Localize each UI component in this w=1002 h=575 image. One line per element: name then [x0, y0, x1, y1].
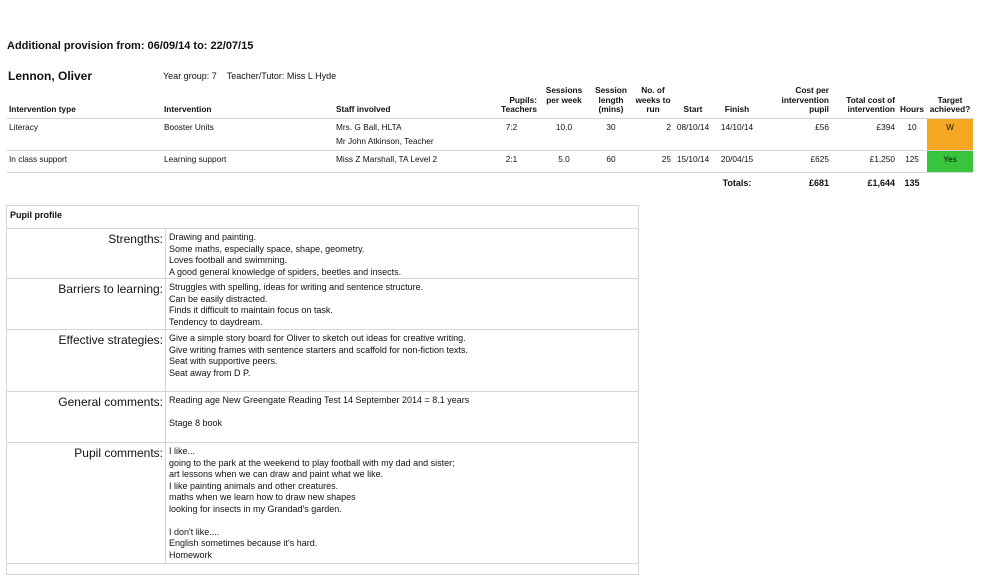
cell-start: 08/10/14 — [673, 118, 713, 150]
cell-cost-pupil: £625 — [761, 150, 831, 172]
cell-finish: 14/10/14 — [713, 118, 761, 150]
header-length: Session length (mins) — [589, 86, 633, 118]
profile-row-strengths — [7, 229, 638, 279]
profile-line: I like... — [169, 446, 196, 456]
profile-line: art lessons when we can draw and paint what we like. — [169, 469, 384, 479]
profile-label: Strengths: — [13, 229, 166, 278]
header-hours: Hours — [897, 86, 927, 118]
profile-line: Seat with supportive peers. — [169, 356, 278, 366]
target-badge: W — [927, 118, 973, 150]
provision-table — [7, 86, 973, 194]
header-weeks: No. of weeks to run — [633, 86, 673, 118]
cell-length: 60 — [589, 150, 633, 172]
cell-staff — [334, 118, 484, 150]
profile-title: Pupil profile — [7, 206, 638, 229]
profile-label: Barriers to learning: — [13, 279, 166, 329]
pupil-profile — [6, 205, 639, 575]
totals-row — [7, 172, 973, 194]
target-badge: Yes — [927, 150, 973, 172]
profile-line: maths when we learn how to draw new shapes — [169, 492, 356, 502]
profile-line: Struggles with spelling, ideas for writing and sentence structure. — [169, 282, 424, 292]
cell-intervention: Booster Units — [162, 118, 334, 150]
profile-content — [166, 443, 638, 563]
profile-label: General comments: — [13, 392, 166, 442]
document-title: Additional provision from: 06/09/14 to: 22/07/15 — [7, 40, 254, 52]
pupil-name: Lennon, Oliver — [8, 69, 93, 83]
cell-length: 30 — [589, 118, 633, 150]
profile-line: Homework — [169, 549, 213, 560]
profile-line: Tendency to daydream. — [169, 316, 263, 327]
teacher-tutor: Teacher/Tutor: Miss L Hyde — [226, 71, 337, 81]
cell-ratio: 7:2 — [484, 118, 539, 150]
profile-label: Effective strategies: — [13, 330, 166, 391]
header-intervention-type: Intervention type — [7, 86, 162, 118]
profile-line: English sometimes because it's hard. — [169, 538, 318, 548]
profile-line: Loves football and swimming. — [169, 255, 288, 265]
profile-row-pupil-comments — [7, 443, 638, 564]
totals-hours: 135 — [904, 177, 920, 188]
profile-line: going to the park at the weekend to play football with my dad and sister; — [169, 457, 455, 468]
profile-row-general-comments — [7, 392, 638, 443]
header-total-cost: Total cost of intervention — [831, 86, 897, 118]
cell-weeks: 2 — [633, 118, 673, 150]
profile-label: Pupil comments: — [13, 443, 166, 563]
cell-type: In class support — [7, 150, 162, 172]
profile-line: Some maths, especially space, shape, geometry. — [169, 243, 365, 254]
staff-name: Mrs. G Ball, HLTA — [336, 121, 402, 132]
totals-label: Totals: — [722, 177, 752, 188]
cell-start: 15/10/14 — [673, 150, 713, 172]
cell-hours: 10 — [897, 118, 927, 150]
header-target: Target achieved? — [927, 86, 973, 118]
profile-content — [166, 279, 638, 329]
profile-content — [166, 229, 638, 278]
cell-staff — [334, 150, 484, 172]
staff-name: Mr John Atkinson, Teacher — [336, 135, 434, 146]
profile-line: Give writing frames with sentence starters and scaffold for non-fiction texts. — [169, 344, 468, 355]
header-intervention: Intervention — [162, 86, 334, 118]
table-row — [7, 150, 973, 172]
cell-weeks: 25 — [633, 150, 673, 172]
cell-intervention: Learning support — [162, 150, 334, 172]
cell-total-cost: £1,250 — [831, 150, 897, 172]
profile-line: I don't like.... — [169, 526, 220, 537]
cell-type: Literacy — [7, 118, 162, 150]
profile-row-strategies — [7, 330, 638, 392]
header-staff: Staff involved — [334, 86, 484, 118]
profile-content — [166, 392, 638, 442]
profile-line: A good general knowledge of spiders, beetles and insects. — [169, 266, 402, 277]
profile-line: Seat away from D P. — [169, 367, 251, 378]
header-sessions: Sessions per week — [539, 86, 589, 118]
cell-total-cost: £394 — [831, 118, 897, 150]
header-ratio: Pupils: Teachers — [484, 86, 539, 118]
totals-total-cost: £1,644 — [867, 177, 895, 188]
totals-cost-pupil: £681 — [808, 177, 829, 188]
profile-line: Give a simple story board for Oliver to sketch out ideas for creative writing. — [169, 333, 466, 343]
cell-finish: 20/04/15 — [713, 150, 761, 172]
profile-line: Reading age New Greengate Reading Test 14 September 2014 = 8.1 years — [169, 395, 470, 405]
profile-line: Stage 8 book — [169, 418, 223, 428]
profile-line: Finds it difficult to maintain focus on task. — [169, 305, 333, 315]
year-group: Year group: 7 — [163, 71, 217, 81]
pupil-info — [163, 71, 336, 81]
header-finish: Finish — [713, 86, 761, 118]
profile-line: Drawing and painting. — [169, 232, 257, 242]
profile-row-barriers — [7, 279, 638, 330]
header-start: Start — [673, 86, 713, 118]
cell-sessions: 5.0 — [539, 150, 589, 172]
table-row — [7, 118, 973, 150]
cell-sessions: 10.0 — [539, 118, 589, 150]
cell-hours: 125 — [897, 150, 927, 172]
profile-line: looking for insects in my Grandad's garden. — [169, 503, 342, 514]
cell-ratio: 2:1 — [484, 150, 539, 172]
profile-line: I like painting animals and other creatures. — [169, 480, 339, 491]
profile-line: Can be easily distracted. — [169, 293, 268, 304]
header-cost-pupil: Cost per intervention pupil — [761, 86, 831, 118]
table-header-row — [7, 86, 973, 118]
cell-cost-pupil: £56 — [761, 118, 831, 150]
staff-name: Miss Z Marshall, TA Level 2 — [336, 153, 438, 164]
profile-content — [166, 330, 638, 391]
